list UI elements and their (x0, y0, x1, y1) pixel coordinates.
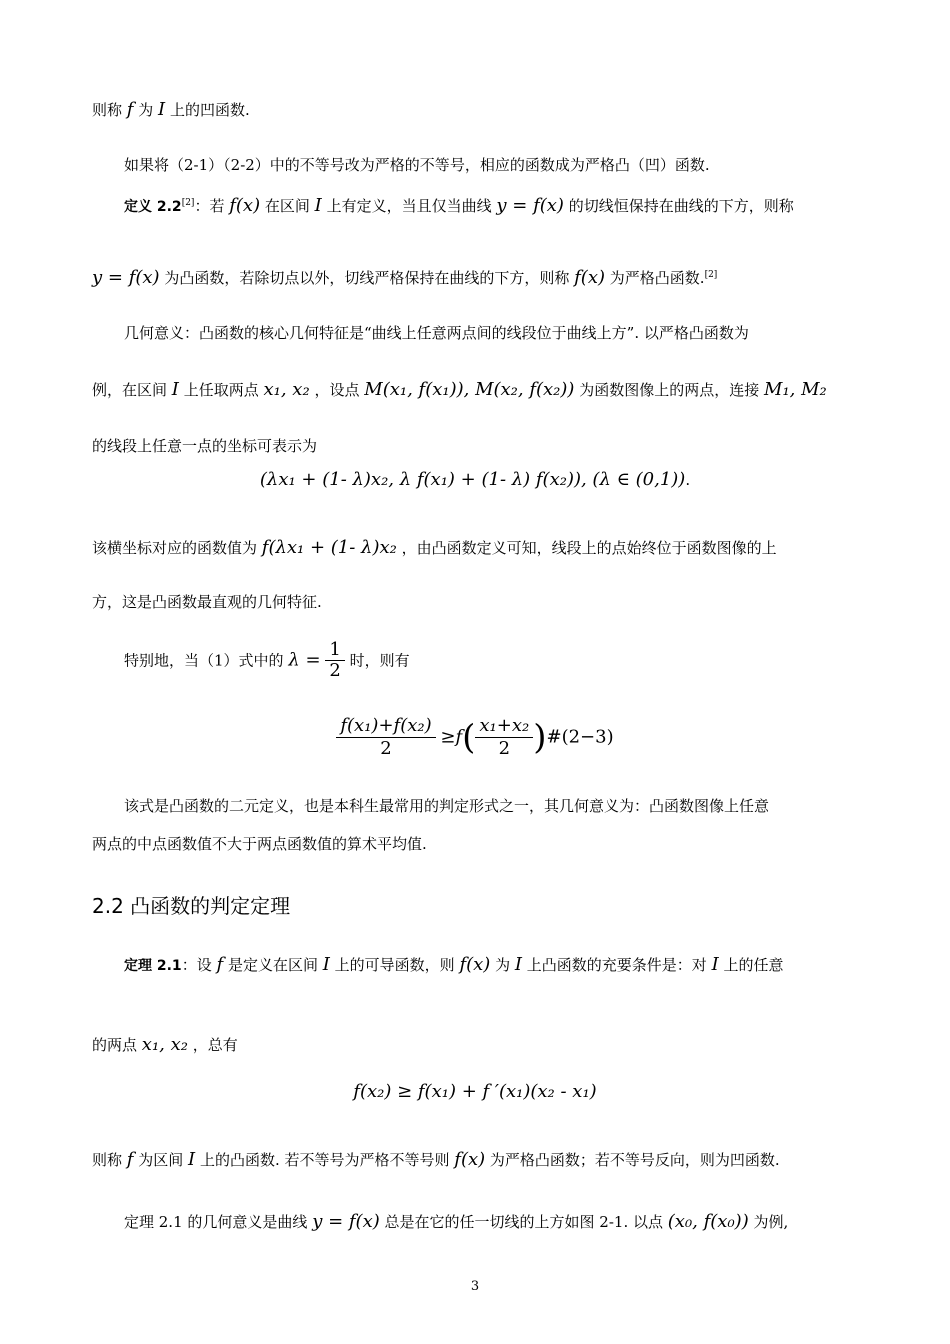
text: ：若 (194, 197, 225, 215)
equation-coordinates (0, 470, 950, 490)
text: 为例, (753, 1213, 789, 1231)
section-heading: 2.2 凸函数的判定定理 (92, 894, 291, 918)
citation: [2] (181, 198, 195, 208)
text: 上有定义，当且仅当曲线 (326, 197, 492, 215)
paragraph-strict: 如果将（2-1）（2-2）中的不等号改为严格的不等号，相应的函数成为严格凸（凹）函数. (124, 156, 710, 174)
numerator: 1 (325, 640, 344, 661)
paren-open: ( (462, 717, 476, 758)
text: 为函数图像上的两点，连接 (579, 381, 760, 399)
text: 为严格凸函数；若不等号反向，则为凹函数. (489, 1151, 780, 1169)
equation-2-3 (0, 715, 950, 760)
math-x1x2: x₁, x₂ (141, 1034, 188, 1055)
text: 的切线恒保持在曲线的下方，则称 (568, 197, 794, 215)
text: ，设点 (314, 381, 360, 399)
math-m1m2: M₁, M₂ (764, 379, 827, 400)
paragraph-geometric-1: 几何意义：凸函数的核心几何特征是“曲线上任意两点间的线段位于曲线上方”. 以严格凸函数为 (124, 324, 749, 342)
text: 上任取两点 (183, 381, 259, 399)
denominator: 2 (380, 738, 392, 759)
text: 定理 2.1 的几何意义是曲线 (124, 1213, 308, 1231)
math-I: I (322, 954, 330, 975)
numerator: x₁+x₂ (475, 715, 533, 738)
paren-close: ) (533, 717, 547, 758)
math-x1x2: x₁, x₂ (263, 379, 310, 400)
math-relation: ≥f (440, 726, 463, 748)
equation-theorem (0, 1082, 950, 1102)
text: 上的凹函数. (169, 101, 250, 119)
math-I: I (171, 379, 179, 400)
math-f: f (216, 954, 224, 975)
paragraph-geometric-2 (92, 380, 827, 400)
text: 为 (495, 956, 511, 974)
fraction-rhs (475, 715, 533, 760)
math-yfx: y = f(x) (92, 267, 160, 288)
paragraph-binary-def-2: 两点的中点函数值不大于两点函数值的算术平均值. (92, 835, 427, 853)
text: 上的任意 (723, 956, 784, 974)
text: . (685, 471, 691, 489)
text: ，总有 (192, 1036, 238, 1054)
math-f: f (126, 99, 134, 120)
paragraph-special (124, 640, 410, 680)
text: 的两点 (92, 1036, 138, 1054)
theorem-label: 定理 2.1 (124, 958, 182, 974)
math-fx: f(x) (229, 195, 261, 216)
math-I: I (314, 195, 322, 216)
text: 则称 (92, 1151, 123, 1169)
text: 为凸函数，若除切点以外，切线严格保持在曲线的下方，则称 (164, 269, 570, 287)
text: 为严格凸函数. (609, 269, 705, 287)
text: 在区间 (264, 197, 310, 215)
text: ，由凸函数定义可知，线段上的点始终位于函数图像的上 (401, 539, 777, 557)
math-expression: f(λx₁ + (1- λ)x₂ (261, 537, 397, 558)
math-I: I (188, 1149, 196, 1170)
paragraph-geometric-3: 的线段上任意一点的坐标可表示为 (92, 437, 318, 455)
text: 为 (138, 101, 154, 119)
theorem-2-1 (124, 955, 784, 976)
math-fx: f(x) (574, 267, 605, 288)
text: ：设 (181, 956, 212, 974)
fraction-lhs (336, 715, 435, 760)
page-number: 3 (470, 1279, 480, 1294)
math-I: I (158, 99, 166, 120)
text: 上凸函数的充要条件是：对 (526, 956, 707, 974)
paragraph-binary-def-1: 该式是凸函数的二元定义，也是本科生最常用的判定形式之一，其几何意义为：凸函数图像上任意 (124, 797, 770, 815)
math-I: I (514, 954, 522, 975)
numerator: f(x₁)+f(x₂) (336, 715, 435, 738)
paragraph-concave-conclusion (92, 100, 250, 120)
text: 时，则有 (349, 651, 410, 670)
text: 例，在区间 (92, 381, 168, 399)
denominator: 2 (329, 660, 341, 681)
math-yfx: y = f(x) (496, 195, 564, 216)
denominator: 2 (498, 738, 511, 759)
math-point: (x₀, f(x₀)) (667, 1211, 749, 1232)
text: 是定义在区间 (227, 956, 318, 974)
definition-2-2 (124, 193, 794, 217)
math-lambda: λ = (288, 649, 321, 671)
citation: [2] (704, 270, 718, 280)
math-yfx: y = f(x) (312, 1211, 380, 1232)
text: 上的凸函数. 若不等号为严格不等号则 (199, 1151, 450, 1169)
math-fx: f(x) (459, 954, 491, 975)
equation-tag: #(2−3) (546, 726, 614, 748)
text: 特别地，当（1）式中的 (124, 651, 284, 670)
theorem-2-1-cont (92, 1035, 238, 1055)
text: 该横坐标对应的函数值为 (92, 539, 258, 557)
math-fx: f(x) (454, 1149, 486, 1170)
definition-label: 定义 2.2 (124, 199, 182, 215)
text: 上的可导函数，则 (334, 956, 455, 974)
text: 总是在它的任一切线的上方如图 2-1. 以点 (384, 1213, 663, 1231)
paragraph-geometric-5: 方，这是凸函数最直观的几何特征. (92, 593, 322, 611)
math-f: f (126, 1149, 134, 1170)
math-I: I (711, 954, 719, 975)
text: 则称 (92, 101, 123, 119)
paragraph-geometric-4 (92, 538, 777, 558)
math-tangent-inequality: f(x₂) ≥ f(x₁) + f ′(x₁)(x₂ - x₁) (353, 1081, 597, 1102)
theorem-2-1-conclusion (92, 1150, 780, 1170)
definition-2-2-cont (92, 265, 717, 288)
math-coordinates: (λx₁ + (1- λ)x₂, λ f(x₁) + (1- λ) f(x₂)), (λ ∈ (0,1)) (259, 469, 686, 490)
math-points: M(x₁, f(x₁)), M(x₂, f(x₂)) (364, 379, 575, 400)
text: 为区间 (138, 1151, 184, 1169)
theorem-2-1-geometric (124, 1212, 788, 1232)
fraction-half (325, 640, 344, 681)
